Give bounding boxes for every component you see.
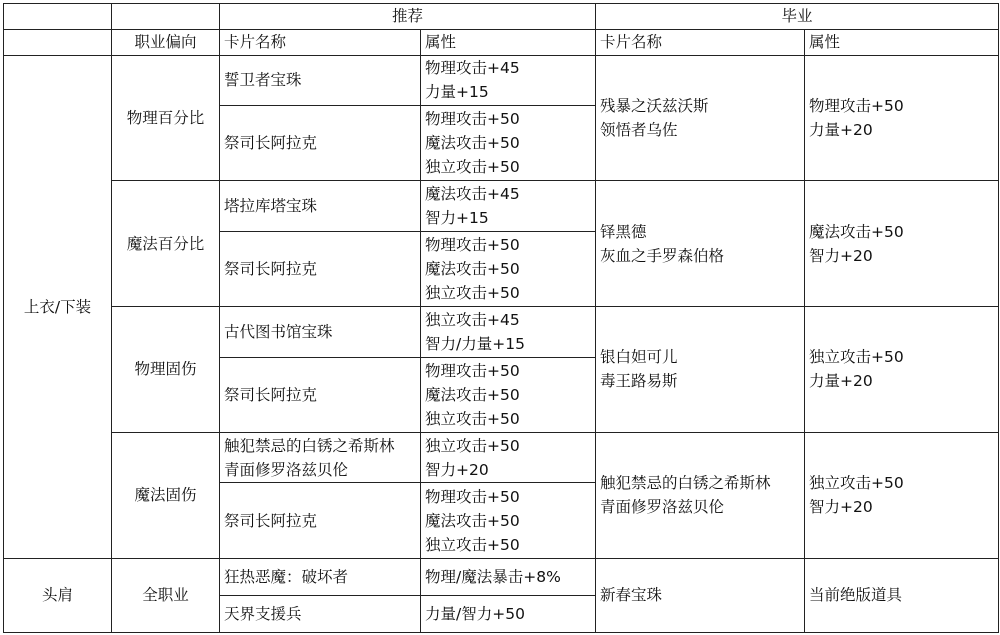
rec-card-cell xyxy=(220,595,421,632)
rec-attr-cell xyxy=(421,595,596,632)
table-row xyxy=(4,181,999,232)
rec-attr-cell-line: 独立攻击+50 xyxy=(425,436,520,455)
corner-cell-3 xyxy=(4,29,112,55)
rec-attr-cell-line: 物理攻击+50 xyxy=(425,235,520,254)
rec-attr-cell-line: 力量+15 xyxy=(425,83,489,102)
grad-card-cell-line: 银白妲可儿 xyxy=(600,348,678,367)
rec-card-cell-line: 祭司长阿拉克 xyxy=(224,259,318,278)
rec-attr-cell-line: 物理攻击+50 xyxy=(425,487,520,506)
grad-card-cell-line: 青面修罗洛兹贝伦 xyxy=(600,498,725,517)
grad-attr-cell xyxy=(805,432,999,558)
grad-card-cell xyxy=(596,432,805,558)
rec-card-cell xyxy=(220,432,421,483)
grad-attr-cell xyxy=(805,55,999,181)
table-row xyxy=(4,432,999,483)
rec-card-cell-line: 天界支援兵 xyxy=(224,604,302,623)
rec-card-cell-line: 古代图书馆宝珠 xyxy=(224,322,333,341)
rec-attr-cell-line: 智力+15 xyxy=(425,209,489,228)
grad-attr-cell-line: 当前绝版道具 xyxy=(809,586,903,605)
rec-card-cell xyxy=(220,558,421,595)
grad-attr-cell-line: 力量+20 xyxy=(809,372,873,391)
rec-attr-cell-line: 智力/力量+15 xyxy=(425,334,525,353)
class-cell: 物理固伤 xyxy=(112,307,220,433)
rec-card-cell-line: 狂热恶魔：破坏者 xyxy=(224,567,349,586)
rec-card-cell-line: 祭司长阿拉克 xyxy=(224,385,318,404)
rec-attr-cell xyxy=(421,483,596,558)
corner-cell xyxy=(4,4,112,30)
rec-attr-cell xyxy=(421,181,596,232)
rec-card-cell-line: 祭司长阿拉克 xyxy=(224,134,318,153)
rec-attr-cell-line: 魔法攻击+50 xyxy=(425,511,520,530)
rec-attr-cell-line: 独立攻击+50 xyxy=(425,409,520,428)
grad-card-cell-line: 毒王路易斯 xyxy=(600,372,678,391)
grad-attr-cell-line: 智力+20 xyxy=(809,246,873,265)
rec-attr-cell-line: 物理攻击+50 xyxy=(425,361,520,380)
slot-cell: 上衣/下装 xyxy=(4,55,112,558)
grad-card-cell xyxy=(596,181,805,307)
header-class: 职业偏向 xyxy=(112,29,220,55)
table-row xyxy=(4,307,999,358)
grad-attr-cell xyxy=(805,307,999,433)
rec-card-cell xyxy=(220,483,421,558)
grad-attr-cell-line: 力量+20 xyxy=(809,120,873,139)
rec-attr-cell-line: 物理攻击+45 xyxy=(425,59,520,78)
rec-attr-cell xyxy=(421,55,596,106)
rec-attr-cell-line: 物理/魔法暴击+8% xyxy=(425,567,561,586)
rec-attr-cell xyxy=(421,357,596,432)
rec-attr-cell-line: 魔法攻击+50 xyxy=(425,259,520,278)
rec-attr-cell-line: 物理攻击+50 xyxy=(425,110,520,129)
rec-card-cell xyxy=(220,231,421,306)
card-table xyxy=(3,3,999,633)
rec-card-cell xyxy=(220,55,421,106)
rec-card-cell-line: 触犯禁忌的白锈之希斯林 xyxy=(224,436,395,455)
rec-card-cell xyxy=(220,357,421,432)
grad-attr-cell xyxy=(805,558,999,632)
rec-card-cell xyxy=(220,307,421,358)
rec-card-cell-line: 祭司长阿拉克 xyxy=(224,511,318,530)
grad-attr-cell-line: 智力+20 xyxy=(809,498,873,517)
grad-card-cell-line: 灰血之手罗森伯格 xyxy=(600,246,725,265)
grad-card-cell xyxy=(596,55,805,181)
class-cell: 全职业 xyxy=(112,558,220,632)
rec-attr-cell-line: 魔法攻击+50 xyxy=(425,134,520,153)
rec-card-cell-line: 青面修罗洛兹贝伦 xyxy=(224,460,349,479)
slot-cell: 头肩 xyxy=(4,558,112,632)
grad-attr-cell-line: 独立攻击+50 xyxy=(809,474,904,493)
table-body xyxy=(4,4,999,633)
rec-card-cell xyxy=(220,106,421,181)
grad-card-cell-line: 新春宝珠 xyxy=(600,586,663,605)
grad-attr-cell-line: 魔法攻击+50 xyxy=(809,222,904,241)
grad-attr-cell-line: 独立攻击+50 xyxy=(809,348,904,367)
header-rec-attr: 属性 xyxy=(421,29,596,55)
header-row-columns xyxy=(4,29,999,55)
class-cell: 魔法百分比 xyxy=(112,181,220,307)
grad-attr-cell xyxy=(805,181,999,307)
grad-card-cell xyxy=(596,307,805,433)
rec-attr-cell-line: 独立攻击+50 xyxy=(425,158,520,177)
rec-attr-cell xyxy=(421,558,596,595)
table-row xyxy=(4,558,999,595)
rec-card-cell-line: 塔拉库塔宝珠 xyxy=(224,197,318,216)
header-rec-card: 卡片名称 xyxy=(220,29,421,55)
class-cell: 魔法固伤 xyxy=(112,432,220,558)
grad-attr-cell-line: 物理攻击+50 xyxy=(809,96,904,115)
rec-card-cell-line: 誓卫者宝珠 xyxy=(224,71,302,90)
rec-attr-cell xyxy=(421,231,596,306)
grad-card-cell-line: 残暴之沃兹沃斯 xyxy=(600,96,709,115)
corner-cell-2 xyxy=(112,4,220,30)
header-grad-card: 卡片名称 xyxy=(596,29,805,55)
rec-attr-cell xyxy=(421,307,596,358)
rec-attr-cell-line: 魔法攻击+45 xyxy=(425,185,520,204)
grad-card-cell-line: 触犯禁忌的白锈之希斯林 xyxy=(600,474,771,493)
rec-card-cell xyxy=(220,181,421,232)
rec-attr-cell-line: 独立攻击+45 xyxy=(425,310,520,329)
grad-card-cell xyxy=(596,558,805,632)
rec-attr-cell xyxy=(421,106,596,181)
header-row-groups xyxy=(4,4,999,30)
class-cell: 物理百分比 xyxy=(112,55,220,181)
header-graduate: 毕业 xyxy=(596,4,999,30)
rec-attr-cell-line: 力量/智力+50 xyxy=(425,604,525,623)
grad-card-cell-line: 铎黑德 xyxy=(600,222,647,241)
rec-attr-cell-line: 独立攻击+50 xyxy=(425,283,520,302)
rec-attr-cell-line: 独立攻击+50 xyxy=(425,535,520,554)
table-row xyxy=(4,55,999,106)
grad-card-cell-line: 领悟者乌佐 xyxy=(600,120,678,139)
header-grad-attr: 属性 xyxy=(805,29,999,55)
rec-attr-cell xyxy=(421,432,596,483)
rec-attr-cell-line: 智力+20 xyxy=(425,460,489,479)
header-recommended: 推荐 xyxy=(220,4,596,30)
rec-attr-cell-line: 魔法攻击+50 xyxy=(425,385,520,404)
